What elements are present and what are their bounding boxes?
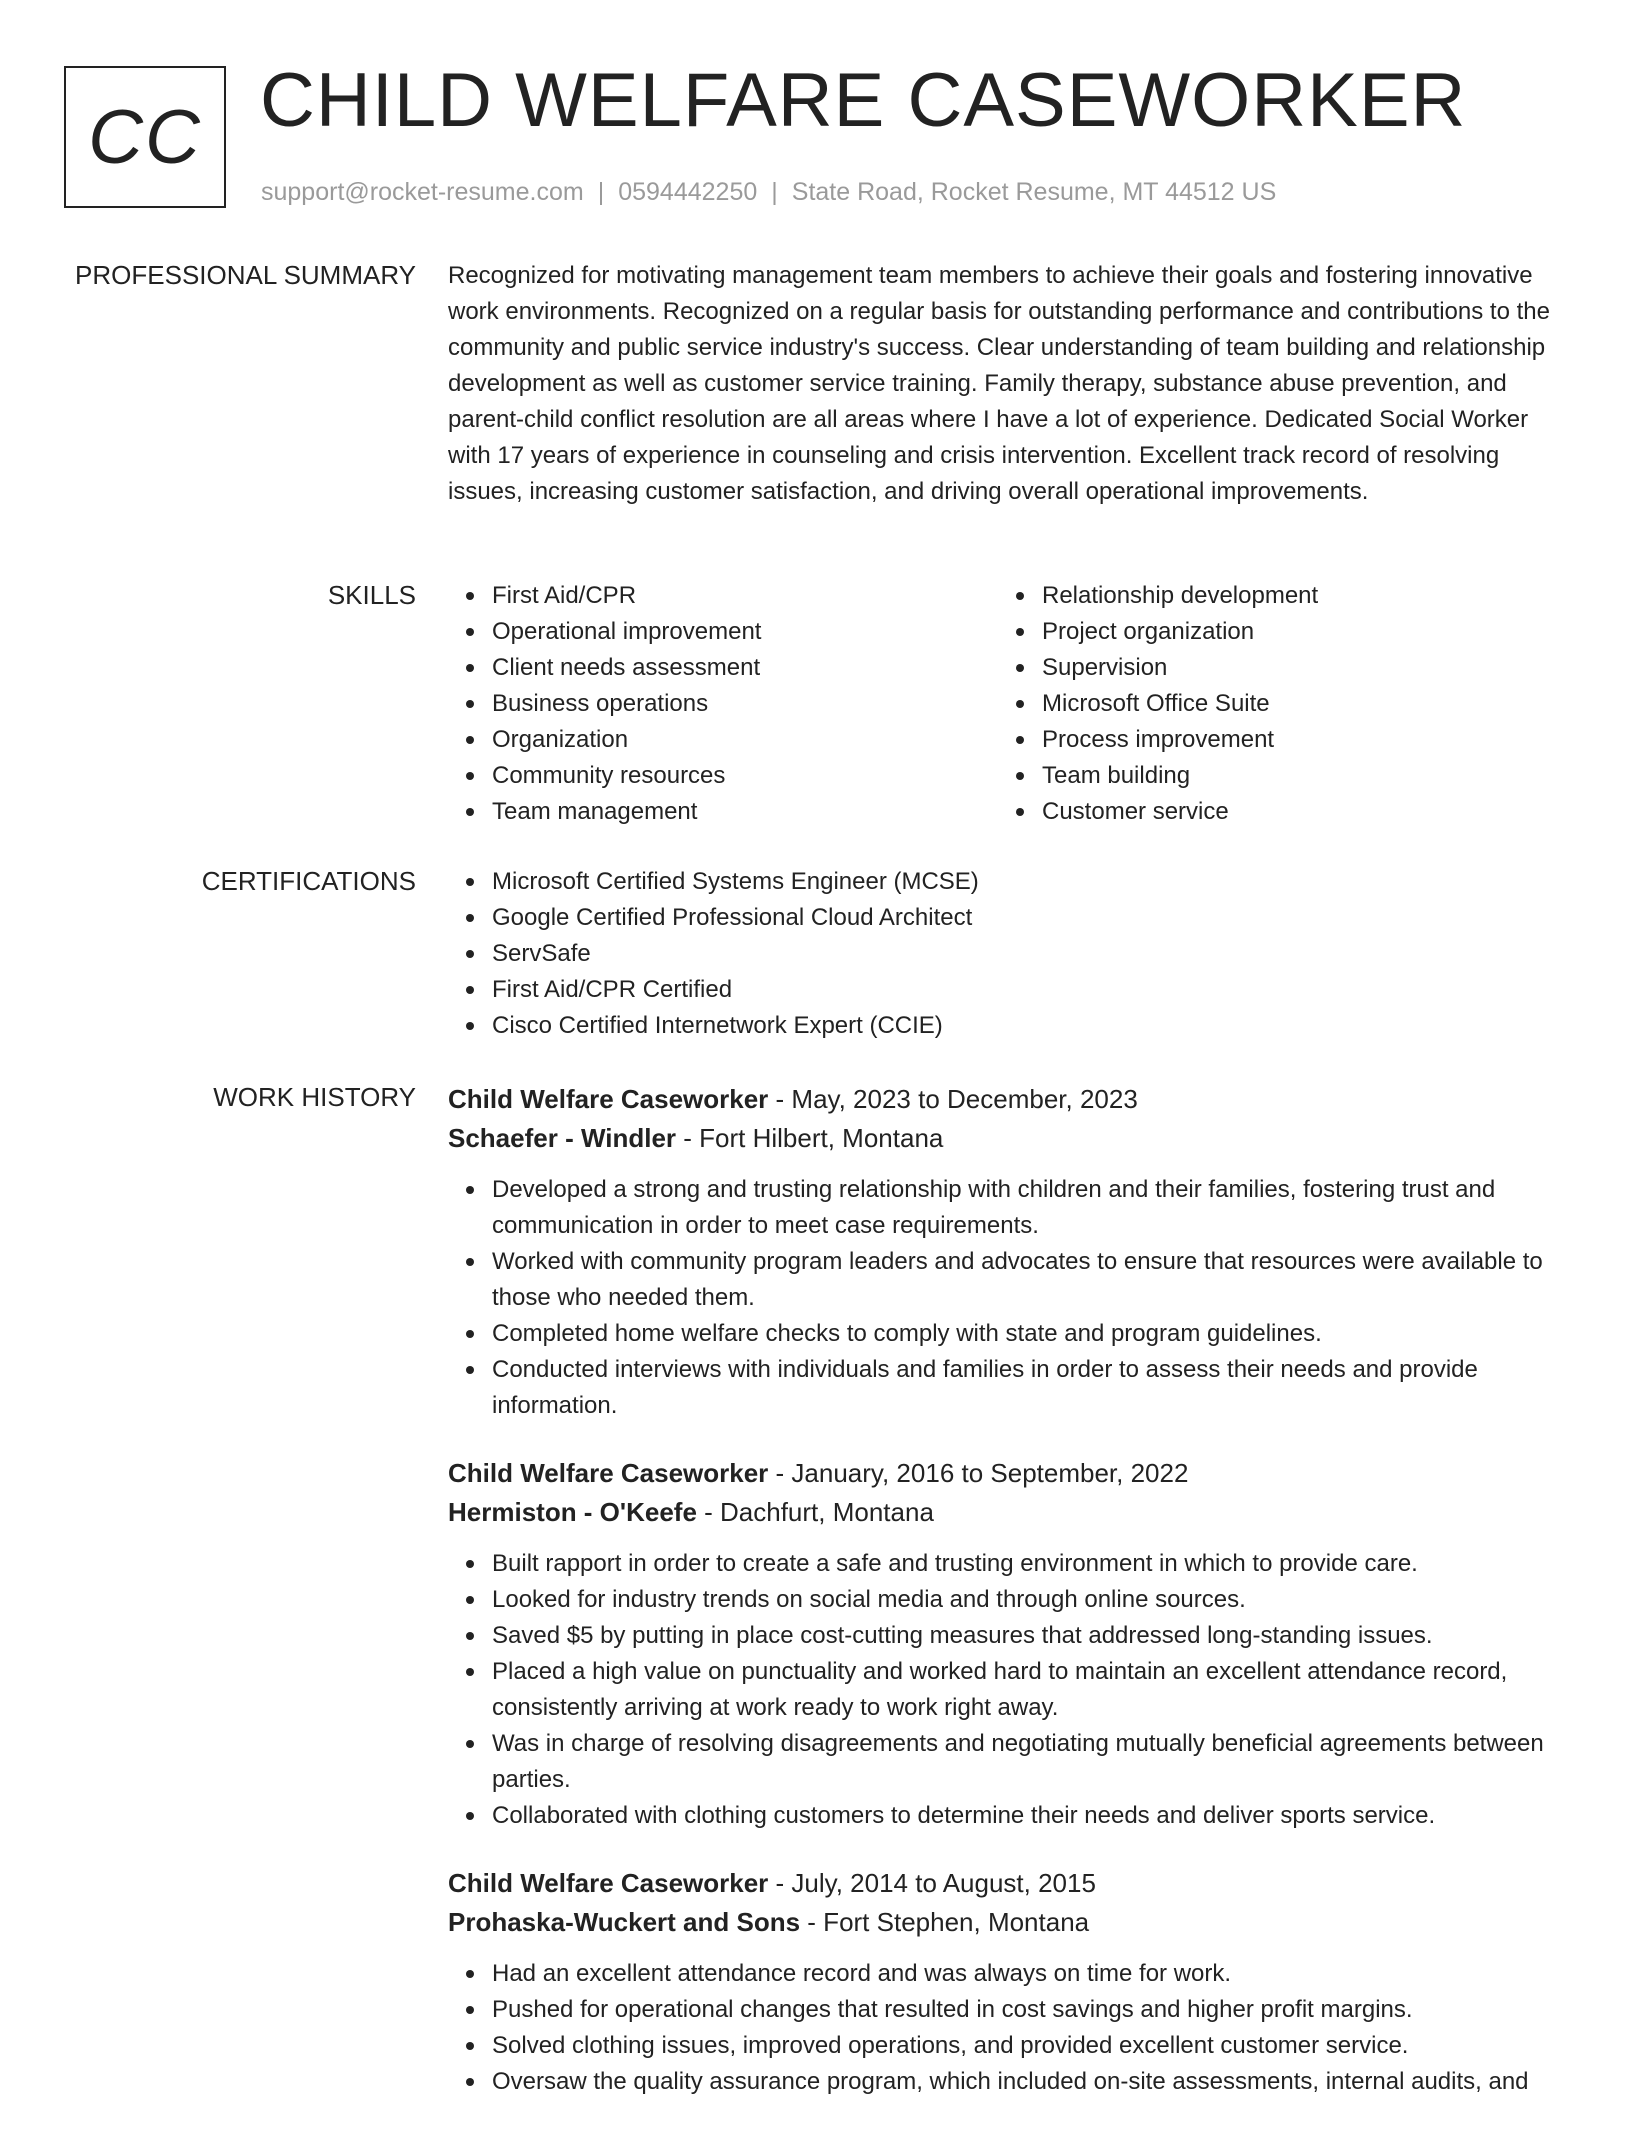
job-bullets [448,1172,1568,1424]
skill-item: Business operations [448,686,998,722]
section-label-certifications: CERTIFICATIONS [201,866,416,896]
summary-text: Recognized for motivating management team members to achieve their goals and fostering innovative work environments. Recognized on a regular basis for outstanding performance and contributions to the community and public service industry's success. Clear understanding of team building and relationship development as well as customer service training. Family therapy, substance abuse prevention, and parent-child conflict resolution are all areas where I have a lot of experience. Dedicated Social Worker with 17 years of experience in counseling and crisis intervention. Excellent track record of resolving issues, increasing customer satisfaction, and driving overall operational improvements. [448,262,1550,505]
skill-item: Relationship development [998,578,1548,614]
job-entry [448,1454,1568,1834]
job-bullet: Completed home welfare checks to comply with state and program guidelines. [448,1316,1568,1352]
job-bullet: Saved $5 by putting in place cost-cutting measures that addressed long-standing issues. [448,1618,1568,1654]
job-title: Child Welfare Caseworker [448,1868,769,1898]
contact-email[interactable]: support@rocket-resume.com [261,178,584,206]
job-bullet: Pushed for operational changes that resulted in cost savings and higher profit margins. [448,1992,1568,2028]
skill-item: Customer service [998,794,1548,830]
job-bullet: Placed a high value on punctuality and worked hard to maintain an excellent attendance record, consistently arriving at work ready to work right away. [448,1654,1568,1726]
skill-item: Microsoft Office Suite [998,686,1548,722]
skill-item: Community resources [448,758,998,794]
skill-item: Project organization [998,614,1548,650]
job-dates: - May, 2023 to December, 2023 [768,1084,1138,1114]
certification-item: Microsoft Certified Systems Engineer (MCSE) [448,864,1568,900]
certification-item: Cisco Certified Internetwork Expert (CCIE) [448,1008,1568,1044]
job-bullet: Oversaw the quality assurance program, which included on-site assessments, internal audits, and [448,2064,1568,2100]
job-bullet: Developed a strong and trusting relationship with children and their families, fostering trust and communication in order to meet case requirements. [448,1172,1568,1244]
section-label-skills: SKILLS [327,580,416,610]
job-company: Schaefer - Windler [448,1123,677,1153]
contact-separator: | [597,178,605,206]
job-dates: - July, 2014 to August, 2015 [768,1868,1096,1898]
certifications-list [448,864,1568,1044]
skill-item: First Aid/CPR [448,578,998,614]
job-dates: - January, 2016 to September, 2022 [768,1458,1189,1488]
job-bullet: Solved clothing issues, improved operations, and provided excellent customer service. [448,2028,1568,2064]
job-location: - Dachfurt, Montana [696,1497,934,1527]
job-company: Prohaska-Wuckert and Sons [448,1907,801,1937]
skill-item: Team management [448,794,998,830]
skill-item: Process improvement [998,722,1548,758]
section-label-work-history: WORK HISTORY [213,1082,416,1112]
job-location: - Fort Stephen, Montana [800,1907,1090,1937]
job-bullet: Built rapport in order to create a safe and trusting environment in which to provide care. [448,1546,1568,1582]
certification-item: First Aid/CPR Certified [448,972,1568,1008]
job-bullet: Conducted interviews with individuals and families in order to assess their needs and provide information. [448,1352,1568,1424]
skill-item: Organization [448,722,998,758]
certification-item: Google Certified Professional Cloud Architect [448,900,1568,936]
certification-item: ServSafe [448,936,1568,972]
contact-phone: 0594442250 [618,178,758,206]
skill-item: Supervision [998,650,1548,686]
job-bullet: Was in charge of resolving disagreements and negotiating mutually beneficial agreements between parties. [448,1726,1568,1798]
skills-list-right [998,578,1548,830]
job-company: Hermiston - O'Keefe [448,1497,697,1527]
contact-separator: | [771,178,778,206]
skill-item: Client needs assessment [448,650,998,686]
section-label-summary: PROFESSIONAL SUMMARY [75,260,416,290]
skill-item: Operational improvement [448,614,998,650]
resume-title: CHILD WELFARE CASEWORKER [260,58,1467,143]
skills-list-left [448,578,998,830]
job-bullets [448,1546,1568,1834]
job-title: Child Welfare Caseworker [448,1084,769,1114]
job-bullets [448,1956,1568,2100]
job-bullet: Looked for industry trends on social media and through online sources. [448,1582,1568,1618]
job-bullet: Worked with community program leaders and advocates to ensure that resources were available to those who needed them. [448,1244,1568,1316]
contact-line [261,176,1276,208]
contact-address: State Road, Rocket Resume, MT 44512 US [791,178,1277,206]
monogram-logo: CC [64,66,226,208]
job-title: Child Welfare Caseworker [448,1458,769,1488]
skill-item: Team building [998,758,1548,794]
job-entry [448,1864,1568,2100]
job-entry [448,1080,1568,1424]
job-location: - Fort Hilbert, Montana [676,1123,944,1153]
job-bullet: Had an excellent attendance record and was always on time for work. [448,1956,1568,1992]
job-bullet: Collaborated with clothing customers to determine their needs and deliver sports service. [448,1798,1568,1834]
